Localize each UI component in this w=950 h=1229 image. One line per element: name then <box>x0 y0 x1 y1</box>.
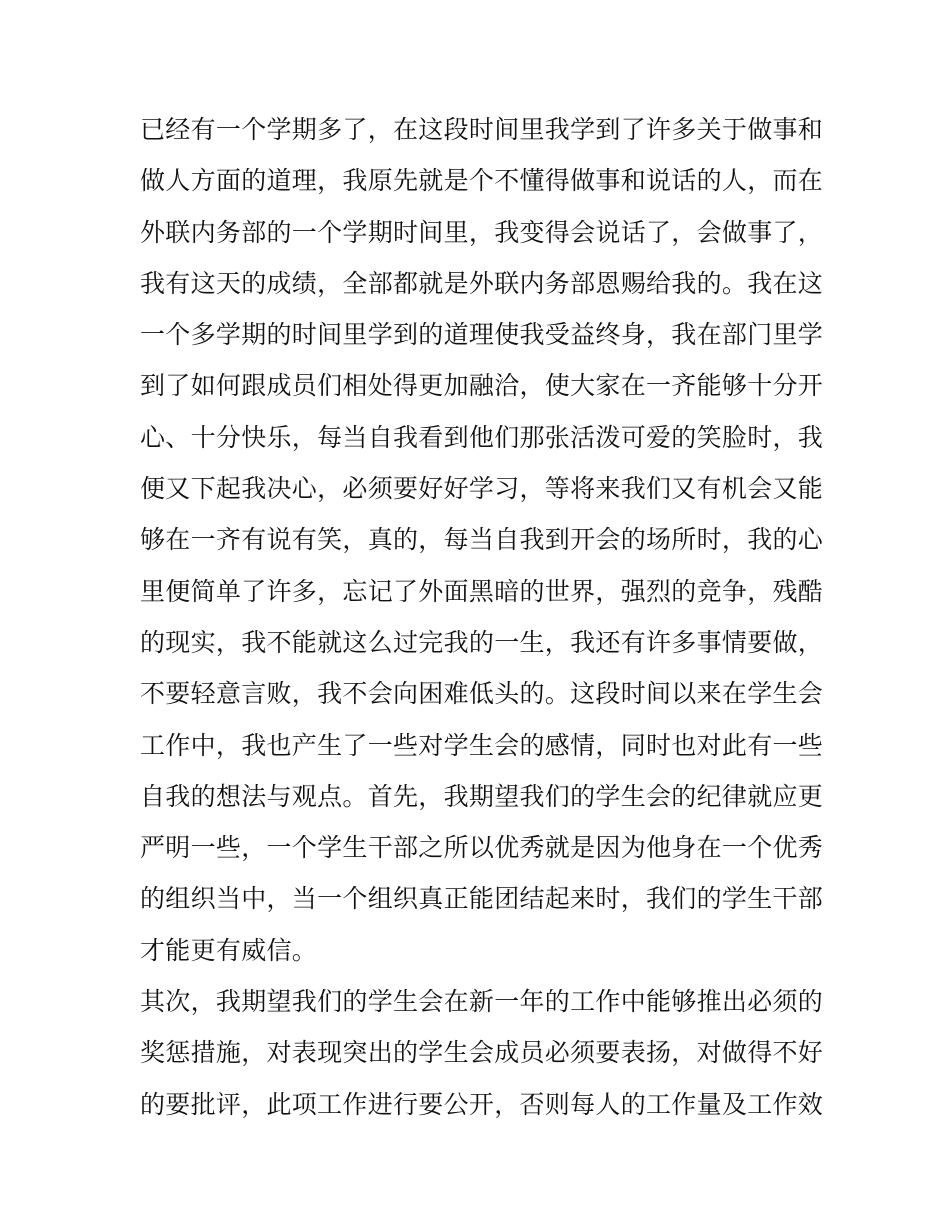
text-line: 的要批评，此项工作进行要公开，否则每人的工作量及工作效 <box>140 1089 824 1119</box>
text-line: 的现实，我不能就这么过完我的一生，我还有许多事情要做， <box>140 627 824 657</box>
text-line: 已经有一个学期多了，在这段时间里我学到了许多关于做事和 <box>140 115 824 144</box>
text-line: 不要轻意言败，我不会向困难低头的。这段时间以来在学生会 <box>140 679 824 709</box>
text-line: 一个多学期的时间里学到的道理使我受益终身，我在部门里学 <box>140 320 824 350</box>
text-line: 工作中，我也产生了一些对学生会的感情，同时也对此有一些 <box>140 730 824 760</box>
text-line: 其次，我期望我们的学生会在新一年的工作中能够推出必须的 <box>140 987 824 1017</box>
text-line: 严明一些，一个学生干部之所以优秀就是因为他身在一个优秀 <box>140 833 824 863</box>
text-line: 心、十分快乐，每当自我看到他们那张活泼可爱的笑脸时，我 <box>140 422 824 452</box>
text-line: 奖惩措施，对表现突出的学生会成员必须要表扬，对做得不好 <box>140 1038 824 1068</box>
text-line: 才能更有威信。 <box>140 935 318 965</box>
text-line: 我有这天的成绩，全部都就是外联内务部恩赐给我的。我在这 <box>140 268 824 298</box>
body-text <box>140 104 824 1130</box>
text-line: 做人方面的道理，我原先就是个不懂得做事和说话的人，而在 <box>140 166 824 196</box>
text-line: 里便简单了许多，忘记了外面黑暗的世界，强烈的竞争，残酷 <box>140 576 824 606</box>
text-line: 到了如何跟成员们相处得更加融洽，使大家在一齐能够十分开 <box>140 371 824 401</box>
text-line: 外联内务部的一个学期时间里，我变得会说话了，会做事了， <box>140 217 824 247</box>
text-line: 便又下起我决心，必须要好好学习，等将来我们又有机会又能 <box>140 474 824 504</box>
text-line: 自我的想法与观点。首先，我期望我们的学生会的纪律就应更 <box>140 781 824 811</box>
text-line: 够在一齐有说有笑，真的，每当自我到开会的场所时，我的心 <box>140 525 824 555</box>
text-line: 的组织当中，当一个组织真正能团结起来时，我们的学生干部 <box>140 884 824 914</box>
